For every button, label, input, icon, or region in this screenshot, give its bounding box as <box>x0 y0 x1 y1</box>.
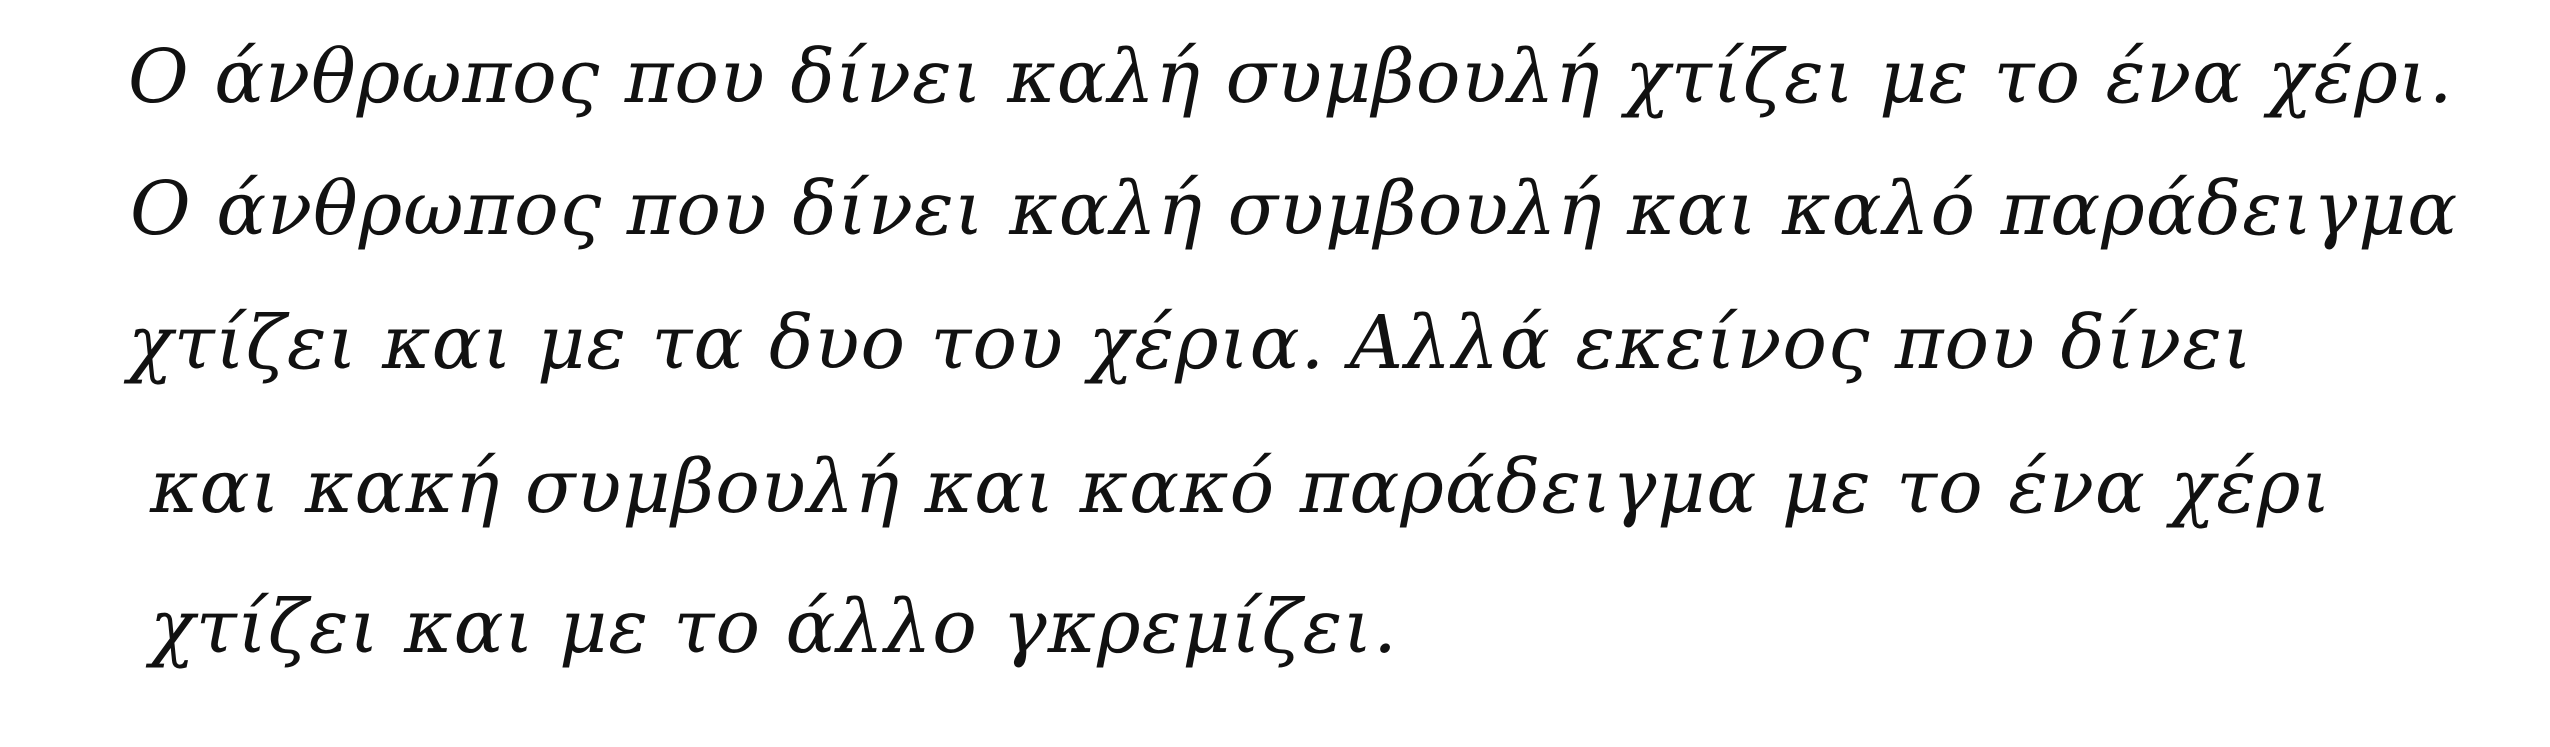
text-line-2: Ο άνθρωπος που δίνει καλή συμβουλή και καλό παράδειγμα <box>130 166 2459 252</box>
text-line-1: Ο άνθρωπος που δίνει καλή συμβουλή χτίζει με το ένα χέρι. <box>128 34 2454 120</box>
text-line-4: και κακή συμβουλή και κακό παράδειγμα με το ένα χέρι <box>150 444 2332 530</box>
text-line-5: χτίζει και με το άλλο γκρεμίζει. <box>150 584 1398 670</box>
text-line-3: χτίζει και με τα δυο του χέρια. Αλλά εκείνος που δίνει <box>128 300 2253 386</box>
